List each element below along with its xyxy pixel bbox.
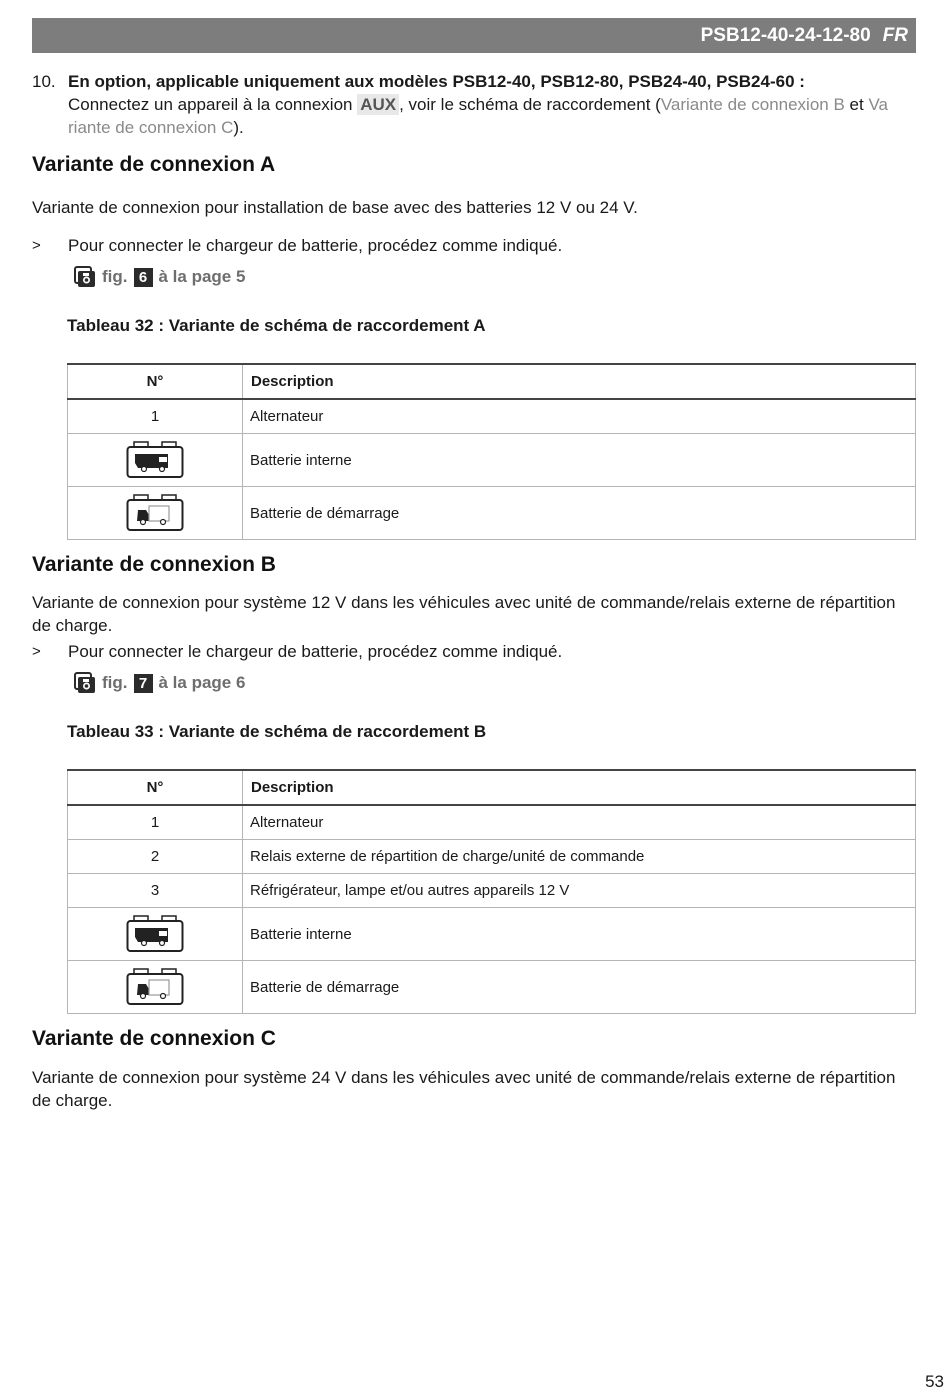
link-variant-c[interactable]: Va riante de connexion C bbox=[68, 95, 888, 137]
row-no: 2 bbox=[68, 840, 243, 874]
table-row bbox=[68, 961, 916, 1014]
table-caption-b: Tableau 33 : Variante de schéma de raccordement B bbox=[67, 722, 487, 741]
col-no-header: N° bbox=[68, 364, 243, 399]
step-text-before: Connectez un appareil à la connexion bbox=[68, 95, 358, 114]
table-row bbox=[68, 908, 916, 961]
row-no: 1 bbox=[68, 805, 243, 840]
heading-variant-a: Variante de connexion A bbox=[32, 153, 276, 176]
row-desc: Batterie interne bbox=[243, 908, 916, 961]
table-header-row bbox=[68, 770, 916, 805]
row-icon-cell bbox=[68, 908, 243, 961]
aux-label: AUX bbox=[357, 94, 399, 115]
step-text-end: ). bbox=[233, 118, 244, 137]
row-desc: Alternateur bbox=[243, 399, 916, 434]
bullet-variant-a bbox=[32, 234, 916, 257]
row-icon-cell bbox=[68, 487, 243, 540]
table-row bbox=[68, 840, 916, 874]
col-desc-header: Description bbox=[243, 770, 916, 805]
row-desc: Réfrigérateur, lampe et/ou autres appareils 12 V bbox=[243, 874, 916, 908]
bullet-variant-b bbox=[32, 640, 916, 663]
page-number: 53 bbox=[925, 1372, 944, 1391]
fig-prefix: fig. bbox=[102, 267, 128, 286]
model-code: PSB12-40-24-12-80 bbox=[700, 24, 871, 46]
table-caption-a: Tableau 32 : Variante de schéma de raccordement A bbox=[67, 316, 486, 335]
step-text-middle: , voir le schéma de raccordement ( bbox=[399, 95, 661, 114]
table-row bbox=[68, 399, 916, 434]
col-no-header: N° bbox=[68, 770, 243, 805]
step-10 bbox=[32, 70, 916, 139]
heading-variant-c: Variante de connexion C bbox=[32, 1027, 276, 1050]
row-icon-cell bbox=[68, 961, 243, 1014]
step-title: En option, applicable uniquement aux modèles PSB12-40, PSB12-80, PSB24-40, PSB24-60 : bbox=[68, 72, 805, 91]
row-no: 1 bbox=[68, 399, 243, 434]
bullet-text: Pour connecter le chargeur de batterie, procédez comme indiqué. bbox=[68, 642, 563, 661]
intro-variant-b: Variante de connexion pour système 12 V dans les véhicules avec unité de commande/relais externe de répartition de charge. bbox=[32, 593, 896, 635]
fig-suffix: à la page 5 bbox=[158, 267, 246, 286]
table-row bbox=[68, 487, 916, 540]
table-row bbox=[68, 805, 916, 840]
fig-ref-6[interactable] bbox=[74, 266, 245, 288]
step-number: 10. bbox=[32, 72, 56, 91]
starter-battery-icon bbox=[126, 494, 184, 532]
bullet-mark: > bbox=[32, 643, 41, 660]
fig-ref-7[interactable] bbox=[74, 672, 245, 694]
intro-variant-c: Variante de connexion pour système 24 V dans les véhicules avec unité de commande/relais externe de répartition de charge. bbox=[32, 1068, 896, 1110]
step-text bbox=[68, 93, 916, 139]
row-desc: Batterie de démarrage bbox=[243, 961, 916, 1014]
bullet-text: Pour connecter le chargeur de batterie, procédez comme indiqué. bbox=[68, 236, 563, 255]
col-desc-header: Description bbox=[243, 364, 916, 399]
row-desc: Alternateur bbox=[243, 805, 916, 840]
row-desc: Relais externe de répartition de charge/unité de commande bbox=[243, 840, 916, 874]
fig-suffix: à la page 6 bbox=[158, 673, 246, 692]
fig-number: 7 bbox=[134, 674, 153, 693]
internal-battery-icon bbox=[126, 441, 184, 479]
link-variant-b[interactable]: Variante de connexion B bbox=[660, 95, 845, 114]
table-row bbox=[68, 874, 916, 908]
heading-variant-b: Variante de connexion B bbox=[32, 553, 276, 576]
header-bar bbox=[32, 18, 916, 53]
row-icon-cell bbox=[68, 434, 243, 487]
step-text-and: et bbox=[844, 95, 869, 114]
table-row bbox=[68, 434, 916, 487]
camera-icon bbox=[74, 266, 96, 288]
starter-battery-icon bbox=[126, 968, 184, 1006]
table-variant-a bbox=[67, 363, 916, 540]
row-desc: Batterie interne bbox=[243, 434, 916, 487]
table-variant-b bbox=[67, 769, 916, 1014]
fig-prefix: fig. bbox=[102, 673, 128, 692]
row-no: 3 bbox=[68, 874, 243, 908]
internal-battery-icon bbox=[126, 915, 184, 953]
language-code: FR bbox=[882, 24, 908, 46]
row-desc: Batterie de démarrage bbox=[243, 487, 916, 540]
camera-icon bbox=[74, 672, 96, 694]
bullet-mark: > bbox=[32, 237, 41, 254]
intro-variant-a: Variante de connexion pour installation de base avec des batteries 12 V ou 24 V. bbox=[32, 198, 638, 217]
table-header-row bbox=[68, 364, 916, 399]
fig-number: 6 bbox=[134, 268, 153, 287]
